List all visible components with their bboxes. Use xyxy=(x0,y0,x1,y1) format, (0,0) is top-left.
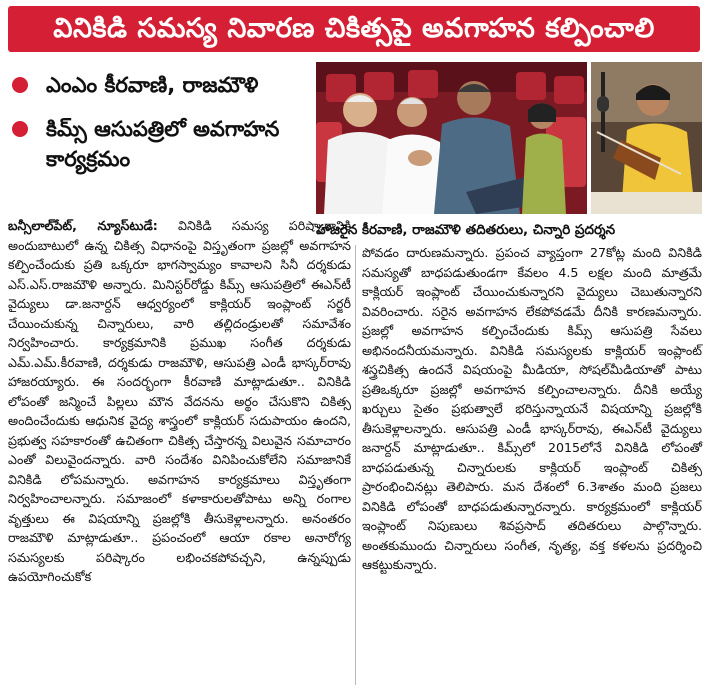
column-divider xyxy=(355,245,356,685)
highlight-text: కిమ్స్ ఆసుపత్రిలో అవగాహన కార్యక్రమం xyxy=(46,117,280,171)
headline: వినికిడి సమస్య నివారణ చికిత్సపై అవగాహన కల్పించాలి xyxy=(53,13,655,44)
highlight-item xyxy=(6,114,306,174)
performance-photo xyxy=(591,62,702,214)
article-text-left: వినికిడి సమస్య పరిష్కారానికి అందుబాటులో ఉన్న చికిత్స విధానంపై విస్తృతంగా ప్రజల్లో అవగాహన కల్పించేందుకు ప్రతి ఒక్కరూ భాగస్వామ్యం కావాలని సినీ దర్శకుడు ఎస్.ఎస్.రాజమౌళి అన్నారు. మినిస్టర్‌రోడ్డు కిమ్స్ ఆసుపత్రిలో ఈఎన్‌టీ వైద్యులు డా.జనార్దన్ ఆధ్వర్యంలో కాక్లియర్ ఇంప్లాంట్ సర్జరీ చేయించుకున్న చిన్నారులు, వారి తల్లిదండ్రులతో సమావేశం నిర్వహించారు. కార్యక్రమానికి ప్రముఖ సంగీత దర్శకుడు ఎమ్.ఎమ్.కీరవాణి, దర్శకుడు రాజమౌళి, ఆసుపత్రి ఎండీ భాస్కర్‌రావు హాజరయ్యారు. ఈ సందర్భంగా కీరవాణి మాట్లాడుతూ.. వినికిడి లోపంతో జన్మించే పిల్లలు మౌన వేదనను అర్థం చేసుకొని చికిత్స అందించేందుకు ఆధునిక వైద్య శాస్త్రంలో కాక్లియర్ సదుపాయం ఉందని, ప్రభుత్వ సహకారంతో ఉచితంగా చికిత్స చేస్తారన్న విలువైన సమాచారం ఎంతో విలువైందన్నారు. వారి సందేశం వినిపించుకోలేని సమాజానికే వినికిడి లోపమన్నారు. అవగాహన కార్యక్రమాలు విస్తృతంగా నిర్వహించాలన్నారు. సమాజంలో కళాకారులతోపాటు అన్ని రంగాల వృత్తులు ఈ విషయాన్ని ప్రజల్లోకి తీసుకెళ్లాలన్నారు. అనంతరం రాజమౌళి మాట్లాడుతూ.. ప్రపంచంలో ఆయా రకాల అనారోగ్య సమస్యలకు పరిష్కారం లభించకపోవచ్చని, ఉన్నప్పుడు ఉపయోగించుకోక xyxy=(8,218,352,584)
headline-bar xyxy=(8,6,700,52)
article-column-left xyxy=(8,214,351,587)
article-text-right: పోవడం దారుణమన్నారు. ప్రపంచ వ్యాప్తంగా 27కోట్ల మంది వినికిడి సమస్యతో బాధపడుతుండగా కేవలం 4.5 లక్షల మంది మాత్రమే కాక్లియర్ ఇంప్లాంట్ చేయించుకున్నారని వైద్యులు చెబుతున్నారని వివరించారు. సరైన అవగాహన లేకపోవడమే దీనికి కారణమన్నారు. ప్రజల్లో అవగాహన కల్పించేందుకు కిమ్స్ ఆసుపత్రి సేవలు అభినందనీయమన్నారు. వినికిడి సమస్యలకు కాక్లియర్ ఇంప్లాంట్ శస్త్రచికిత్స ఉందనే విషయంపై మీడియా, సోషల్‌మీడియాతో పాటు ప్రతిఒక్కరూ ప్రజల్లో అవగాహన కల్పించాలన్నారు. దీనికి అయ్యే ఖర్చులు సైతం ప్రభుత్వాలే భరిస్తున్నాయనే విషయాన్ని ప్రజల్లోకి తీసుకెళ్లాలన్నారు. ఆసుపత్రి ఎండీ భాస్కర్‌రావు, ఈఎన్‌టీ వైద్యులు జనార్దన్ మాట్లాడుతూ.. కిమ్స్‌లో 2015లోనే వినికిడి లోపంతో బాధపడుతున్న చిన్నారులకు కాక్లియర్ ఇంప్లాంట్ చికిత్స ప్రారంభించినట్లు తెలిపారు. మన దేశంలో 6.3శాతం మంది ప్రజలు వినికిడి లోపంతో బాధపడుతున్నారన్నారు. కార్యక్రమంలో కాక్లియర్ ఇంప్లాంట్ నిపుణులు శివప్రసాద్ తదితరులు పాల్గొన్నారు. అంతకుముందు చిన్నారులు సంగీత, నృత్య, వక్త కళలను ప్రదర్శించి ఆకట్టుకున్నారు. xyxy=(362,245,702,572)
bullet-dot-icon xyxy=(12,77,28,93)
highlight-item xyxy=(6,70,306,100)
headline-banner xyxy=(0,0,708,58)
article-column-right xyxy=(362,243,702,575)
violin-player-photo xyxy=(591,62,702,214)
highlights xyxy=(6,66,306,200)
dateline: బన్సీలాల్‌పేట్, న్యూస్‌టుడే: xyxy=(8,218,158,233)
photo-caption: హాజరైన కీరవాణి, రాజమౌళి తదితరులు, చిన్నారి ప్రదర్శన xyxy=(316,222,616,238)
audience-photo xyxy=(316,62,587,214)
highlight-text: ఎంఎం కీరవాణి, రాజమౌళి xyxy=(46,73,259,97)
bullet-dot-icon xyxy=(12,121,28,137)
event-photo xyxy=(316,62,587,214)
